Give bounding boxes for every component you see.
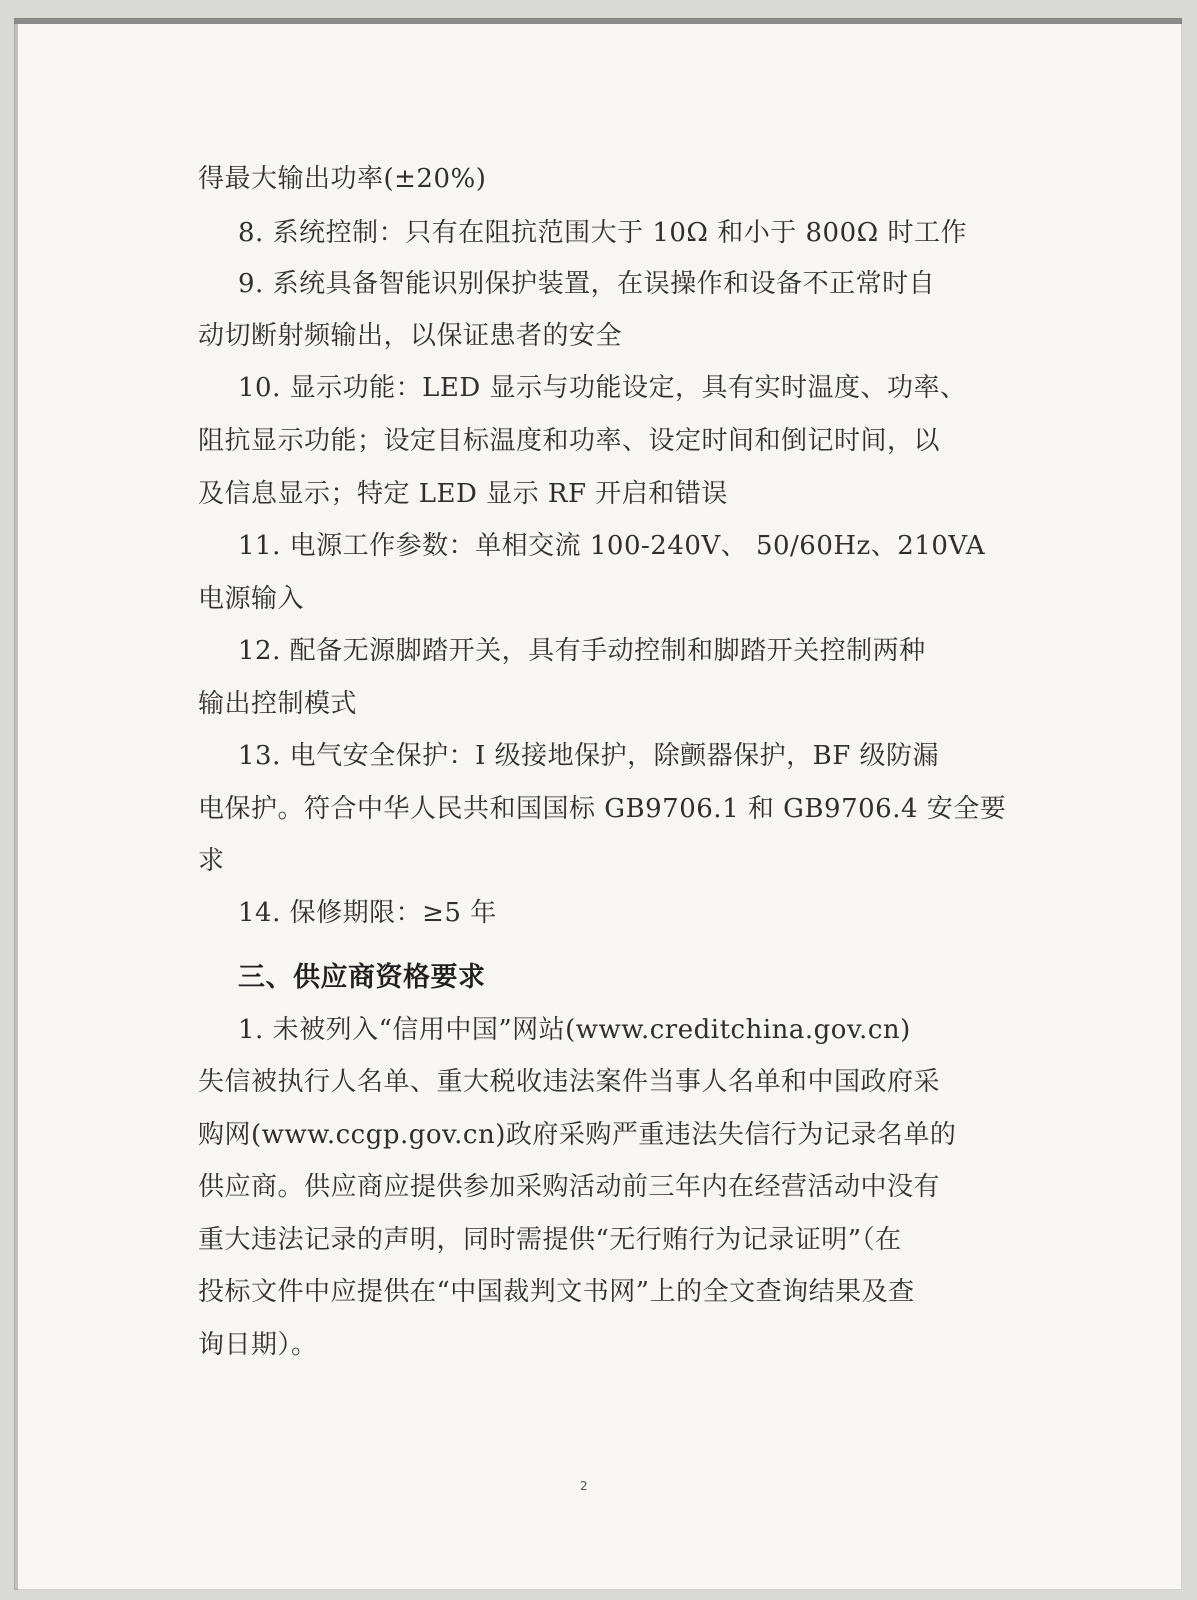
body-line: 9. 系统具备智能识别保护装置，在误操作和设备不正常时自: [238, 269, 936, 299]
body-line: 11. 电源工作参数：单相交流 100-240V、 50/60Hz、210VA: [238, 531, 986, 561]
body-line: 投标文件中应提供在“中国裁判文书网”上的全文查询结果及查: [198, 1277, 915, 1307]
body-line: 电保护。符合中华人民共和国国标 GB9706.1 和 GB9706.4 安全要: [198, 794, 1007, 824]
body-line: 13. 电气安全保护：I 级接地保护，除颤器保护，BF 级防漏: [238, 741, 940, 771]
body-line: 8. 系统控制：只有在阻抗范围大于 10Ω 和小于 800Ω 时工作: [238, 218, 967, 248]
body-line: 10. 显示功能：LED 显示与功能设定，具有实时温度、功率、: [238, 373, 967, 403]
document-page: [14, 18, 1182, 1590]
document-body: [198, 18, 1012, 1590]
body-line: 得最大输出功率(±20%): [198, 164, 487, 194]
scan-edge-left: [14, 18, 18, 1590]
body-line: 电源输入: [198, 584, 305, 614]
body-line: 阻抗显示功能；设定目标温度和功率、设定时间和倒记时间，以: [198, 426, 941, 456]
body-line: 询日期）。: [198, 1330, 318, 1360]
body-line: 14. 保修期限：≥5 年: [238, 898, 497, 928]
body-line: 重大违法记录的声明，同时需提供“无行贿行为记录证明”（在: [198, 1225, 902, 1255]
section-heading: 三、供应商资格要求: [238, 962, 486, 993]
body-line: 供应商。供应商应提供参加采购活动前三年内在经营活动中没有: [198, 1172, 941, 1202]
body-line: 12. 配备无源脚踏开关，具有手动控制和脚踏开关控制两种: [238, 636, 926, 666]
body-line: 购网(www.ccgp.gov.cn)政府采购严重违法失信行为记录名单的: [198, 1120, 957, 1150]
page-number: 2: [580, 1479, 588, 1493]
body-line: 输出控制模式: [198, 689, 358, 719]
body-line: 及信息显示；特定 LED 显示 RF 开启和错误: [198, 479, 728, 509]
body-line: 失信被执行人名单、重大税收违法案件当事人名单和中国政府采: [198, 1067, 941, 1097]
body-line: 动切断射频输出，以保证患者的安全: [198, 321, 623, 351]
body-line: 1. 未被列入“信用中国”网站(www.creditchina.gov.cn): [238, 1015, 911, 1045]
body-line: 求: [198, 846, 225, 876]
